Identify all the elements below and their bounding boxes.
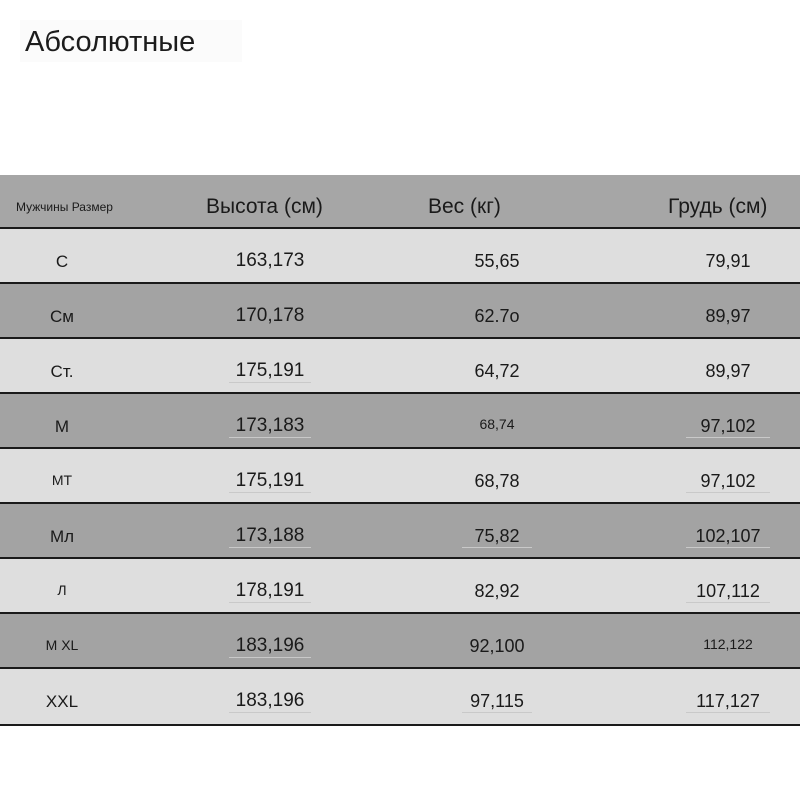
height-cell: 178,191 [229, 580, 311, 603]
height-cell: 175,191 [229, 470, 311, 493]
weight-cell: 62.7о [474, 306, 520, 326]
weight-cell: 64,72 [474, 361, 520, 381]
table-row [0, 504, 800, 559]
weight-cell: 68,78 [474, 471, 520, 491]
size-cell: XXL [45, 692, 79, 711]
header-weight: Вес (кг) [428, 195, 501, 218]
table-row [0, 339, 800, 394]
size-cell: С [55, 252, 69, 271]
size-cell: Мл [49, 527, 75, 546]
chest-cell: 117,127 [686, 691, 770, 713]
header-chest: Грудь (см) [668, 195, 768, 218]
table-row [0, 229, 800, 284]
size-cell: См [50, 307, 74, 326]
weight-cell: 75,82 [462, 526, 532, 548]
chest-cell: 112,122 [703, 636, 753, 652]
table-row [0, 449, 800, 504]
table-row [0, 669, 800, 724]
size-cell: Л [57, 582, 67, 598]
header-height: Высота (см) [206, 195, 323, 218]
table-row [0, 559, 800, 614]
size-cell: М XL [45, 637, 79, 653]
chest-cell: 102,107 [686, 526, 770, 548]
chest-cell: 107,112 [686, 581, 770, 603]
height-cell: 175,191 [229, 360, 311, 383]
table-header-row [0, 175, 800, 229]
weight-cell: 92,100 [469, 636, 525, 656]
chest-cell: 89,97 [705, 306, 751, 326]
size-cell: Ст. [50, 362, 74, 381]
height-cell: 170,178 [235, 305, 305, 326]
size-cell: М [54, 417, 70, 436]
size-cell: МТ [51, 472, 73, 488]
weight-cell: 82,92 [474, 581, 520, 601]
chest-cell: 89,97 [705, 361, 751, 381]
size-table [0, 175, 800, 726]
height-cell: 173,188 [229, 525, 311, 548]
height-cell: 173,183 [229, 415, 311, 438]
chest-cell: 97,102 [686, 471, 770, 493]
weight-cell: 55,65 [474, 251, 520, 271]
table-row [0, 614, 800, 669]
table-row [0, 284, 800, 339]
chest-cell: 79,91 [705, 251, 751, 271]
chest-cell: 97,102 [686, 416, 770, 438]
height-cell: 183,196 [229, 635, 311, 658]
page-title: Абсолютные [20, 20, 242, 62]
header-size: Мужчины Размер [16, 200, 113, 214]
weight-cell: 97,115 [462, 691, 532, 713]
height-cell: 183,196 [229, 690, 311, 713]
height-cell: 163,173 [235, 250, 305, 271]
table-row [0, 394, 800, 449]
weight-cell: 68,74 [479, 416, 515, 432]
